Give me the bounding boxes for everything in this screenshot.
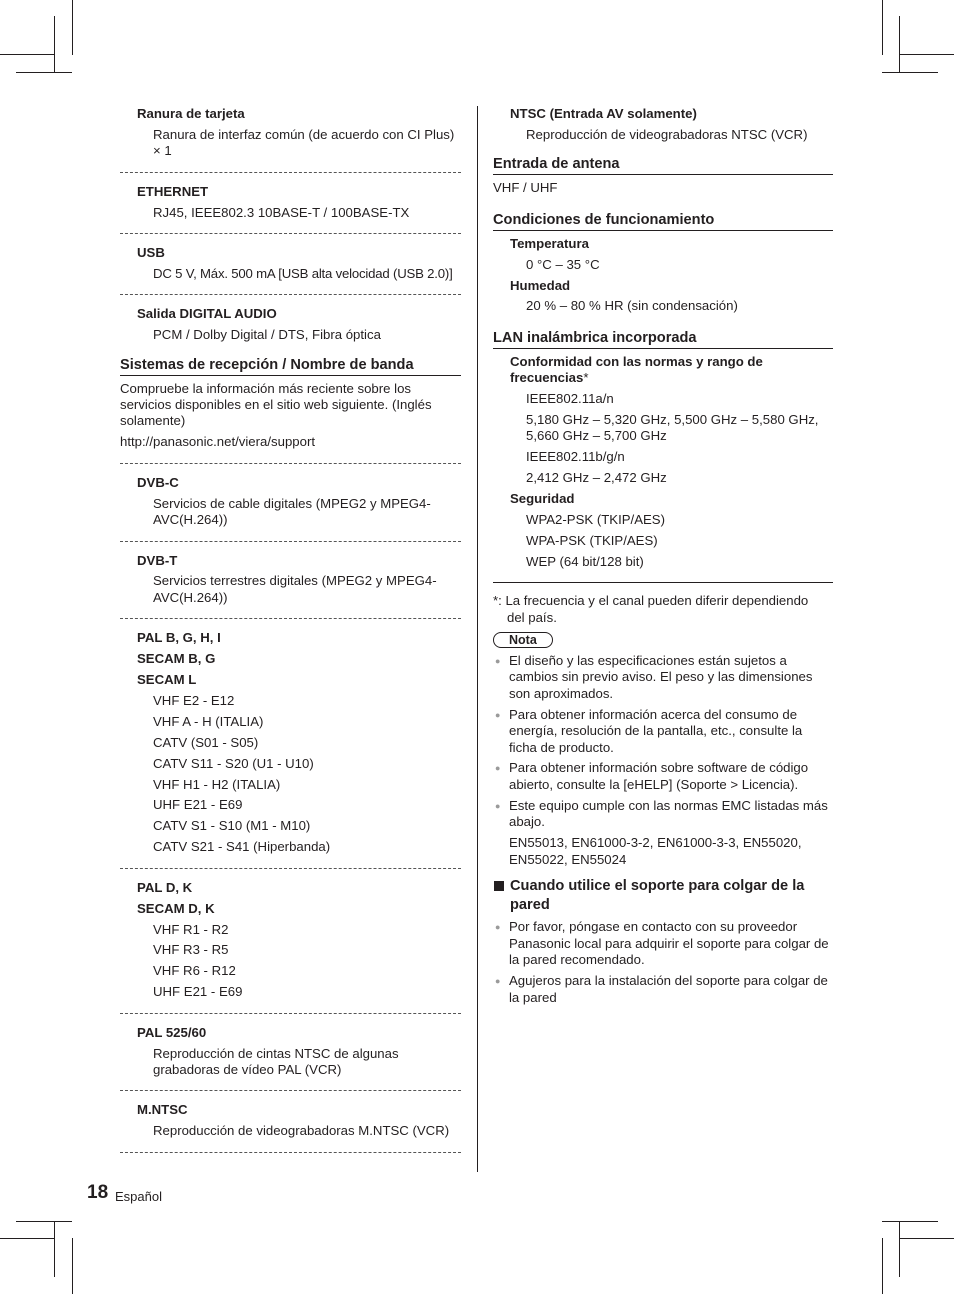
humidity-title: Humedad	[510, 277, 571, 293]
dashed-separator	[120, 541, 461, 542]
ethernet-value: RJ45, IEEE802.3 10BASE-T / 100BASE-TX	[153, 204, 410, 220]
footnote-asterisk: *	[583, 370, 589, 386]
band-system-title: SECAM D, K	[137, 900, 215, 916]
band-value: UHF E21 - E69	[153, 984, 243, 1000]
crop-mark	[16, 72, 72, 73]
mntsc-value: Reproducción de videograbadoras M.NTSC (VCR)	[153, 1123, 450, 1139]
security-value: WPA2-PSK (TKIP/AES)	[526, 512, 665, 528]
dashed-separator	[120, 233, 461, 234]
footnote-asterisk: *	[493, 593, 499, 609]
wall-note-item: ● Agujeros para la instalación del soporte para colgar de la pared	[493, 973, 833, 1006]
dvbt-value: Servicios terrestres digitales (MPEG2 y MPEG4-AVC(H.264))	[153, 573, 437, 605]
wall-bracket-heading-text: Cuando utilice el soporte para colgar de la pared	[510, 877, 805, 913]
dashed-separator	[120, 294, 461, 295]
band-value: VHF R1 - R2	[153, 921, 229, 937]
crop-mark	[72, 0, 73, 55]
reception-url: http://panasonic.net/viera/support	[120, 434, 316, 450]
humidity-value: 20 % – 80 % HR (sin condensación)	[526, 298, 738, 314]
conformity-title	[493, 354, 833, 387]
band-value: VHF R6 - R12	[153, 963, 236, 979]
antenna-heading: Entrada de antena	[493, 155, 833, 175]
dvbt-title: DVB-T	[137, 552, 178, 568]
page-language: Español	[115, 1189, 162, 1204]
ntsc-title: NTSC (Entrada AV solamente)	[510, 106, 697, 121]
conformity-value: 5,180 GHz – 5,320 GHz, 5,500 GHz – 5,580 GHz, 5,660 GHz – 5,700 GHz	[526, 412, 819, 444]
note-item: ● Para obtener información sobre software de código abierto, consulte la [eHELP] (Soporte > Licencia).	[493, 760, 833, 793]
band-value: UHF E21 - E69	[153, 797, 243, 813]
crop-mark	[54, 1221, 55, 1277]
band-value: VHF H1 - H2 (ITALIA)	[153, 776, 281, 792]
band-system-title: PAL B, G, H, I	[137, 630, 221, 646]
security-value: WPA-PSK (TKIP/AES)	[526, 533, 658, 548]
crop-mark	[54, 16, 55, 72]
temperature-title: Temperatura	[510, 235, 589, 251]
page-number: 18	[87, 1182, 109, 1203]
card-slot-title: Ranura de tarjeta	[137, 106, 245, 121]
crop-mark	[0, 54, 55, 55]
operating-heading: Condiciones de funcionamiento	[493, 211, 833, 231]
security-title: Seguridad	[510, 491, 575, 507]
band-system-title: SECAM L	[137, 672, 197, 688]
square-bullet-icon	[494, 881, 504, 891]
ntsc-value: Reproducción de videograbadoras NTSC (VCR)	[526, 126, 808, 142]
dashed-separator	[120, 172, 461, 173]
column-divider	[477, 106, 478, 1172]
crop-mark	[882, 0, 883, 55]
digital-audio-value: PCM / Dolby Digital / DTS, Fibra óptica	[153, 327, 381, 343]
wall-note-item: ● Por favor, póngase en contacto con su proveedor Panasonic local para adquirir el soporte para colgar de la pared recomendado.	[493, 919, 833, 968]
mntsc-title: M.NTSC	[137, 1102, 188, 1118]
usb-title: USB	[137, 245, 165, 261]
digital-audio-title: Salida DIGITAL AUDIO	[137, 306, 277, 322]
note-item: ● Para obtener información acerca del consumo de energía, resolución de la pantalla, etc., consulte la ficha de producto.	[493, 707, 833, 756]
band-system-title: SECAM B, G	[137, 651, 216, 667]
crop-mark	[882, 72, 938, 73]
band-value: CATV (S01 - S05)	[153, 734, 259, 750]
security-value: WEP (64 bit/128 bit)	[526, 553, 644, 569]
band-system-title: PAL D, K	[137, 879, 193, 895]
conformity-title-text: Conformidad con las normas y rango de frecuencias	[510, 353, 763, 386]
band-value: CATV S21 - S41 (Hiperbanda)	[153, 839, 331, 855]
dashed-separator	[120, 1090, 461, 1091]
band-value: VHF E2 - E12	[153, 692, 235, 708]
crop-mark	[0, 1238, 55, 1239]
crop-mark	[899, 1221, 900, 1277]
footnote	[493, 593, 833, 609]
emc-standards: EN55013, EN61000-3-2, EN61000-3-3, EN55020, EN55022, EN55024	[509, 835, 802, 867]
conformity-value: IEEE802.11a/n	[526, 391, 614, 407]
crop-mark	[899, 1238, 954, 1239]
crop-mark	[882, 1221, 938, 1222]
crop-mark	[899, 16, 900, 72]
dashed-separator	[120, 618, 461, 619]
reception-text: Compruebe la información más reciente sobre los servicios disponibles en el sitio web siguiente. (Inglés solamente)	[120, 380, 432, 429]
dvbc-value: Servicios de cable digitales (MPEG2 y MPEG4-AVC(H.264))	[153, 495, 431, 528]
footnote-text: : La frecuencia y el canal pueden diferir dependiendo	[498, 593, 809, 609]
temperature-value: 0 °C – 35 °C	[526, 256, 600, 272]
wall-bracket-heading	[493, 877, 833, 915]
card-slot-value: Ranura de interfaz común (de acuerdo con CI Plus) × 1	[153, 126, 455, 159]
footnote-continued: del país.	[507, 609, 557, 625]
conformity-value: 2,412 GHz – 2,472 GHz	[526, 470, 667, 486]
note-item: ● Este equipo cumple con las normas EMC listadas más abajo.	[493, 798, 833, 831]
solid-separator	[493, 582, 833, 583]
crop-mark	[899, 54, 954, 55]
dashed-separator	[120, 1013, 461, 1014]
nota-badge: Nota	[493, 632, 553, 648]
band-value: CATV S11 - S20 (U1 - U10)	[153, 755, 314, 771]
ethernet-title: ETHERNET	[137, 183, 209, 199]
band-value: CATV S1 - S10 (M1 - M10)	[153, 818, 311, 834]
dashed-separator	[120, 1152, 461, 1153]
pal525-title: PAL 525/60	[137, 1024, 207, 1040]
usb-value: DC 5 V, Máx. 500 mA [USB alta velocidad (USB 2.0)]	[153, 265, 453, 281]
note-item: ● El diseño y las especificaciones están sujetos a cambios sin previo aviso. El peso y las dimensiones son aproximados.	[493, 653, 833, 702]
crop-mark	[16, 1221, 72, 1222]
conformity-value: IEEE802.11b/g/n	[526, 449, 625, 465]
band-value: VHF A - H (ITALIA)	[153, 713, 264, 729]
dashed-separator	[120, 463, 461, 464]
band-value: VHF R3 - R5	[153, 942, 229, 958]
crop-mark	[72, 1238, 73, 1294]
antenna-value: VHF / UHF	[493, 180, 558, 196]
pal525-value: Reproducción de cintas NTSC de algunas grabadoras de vídeo PAL (VCR)	[153, 1045, 399, 1077]
lan-heading: LAN inalámbrica incorporada	[493, 329, 833, 349]
crop-mark	[882, 1238, 883, 1294]
dashed-separator	[120, 868, 461, 869]
left-column	[120, 106, 461, 1164]
reception-heading: Sistemas de recepción / Nombre de banda	[120, 356, 461, 376]
right-column	[493, 106, 833, 1006]
dvbc-title: DVB-C	[137, 474, 179, 490]
